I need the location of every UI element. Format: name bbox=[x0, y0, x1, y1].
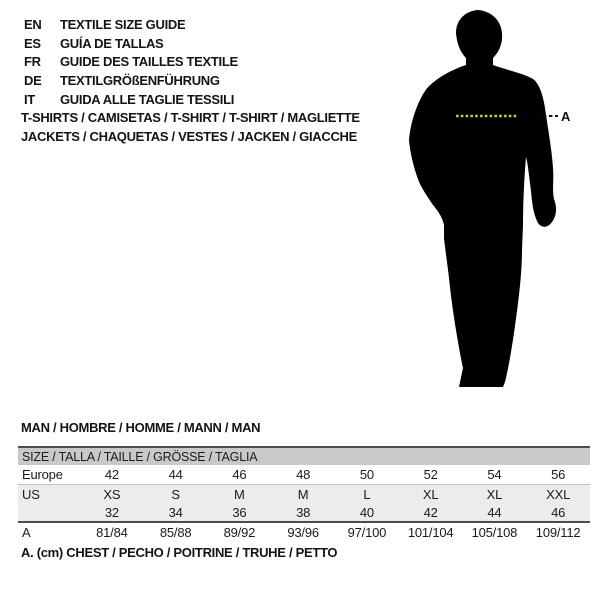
table-cell: 48 bbox=[271, 465, 335, 485]
table-cell: 109/112 bbox=[526, 522, 590, 542]
table-cell: 81/84 bbox=[80, 522, 144, 542]
table-cell: 40 bbox=[335, 503, 399, 522]
size-table bbox=[18, 446, 590, 542]
measurement-footnote: A. (cm) CHEST / PECHO / POITRINE / TRUHE / PETTO bbox=[21, 545, 338, 560]
table-cell: XXL bbox=[526, 485, 590, 504]
table-cell: M bbox=[208, 485, 272, 504]
language-title: TEXTILGRÖßENFÜHRUNG bbox=[60, 73, 220, 89]
table-row-us bbox=[18, 485, 590, 504]
table-cell: 42 bbox=[80, 465, 144, 485]
measure-label-a: A bbox=[561, 109, 571, 124]
table-cell: S bbox=[144, 485, 208, 504]
table-cell: 44 bbox=[144, 465, 208, 485]
language-code: DE bbox=[24, 73, 42, 89]
table-cell: 46 bbox=[526, 503, 590, 522]
table-row-chest-a bbox=[18, 522, 590, 542]
language-row-fr bbox=[24, 53, 238, 72]
section-title: MAN / HOMBRE / HOMME / MANN / MAN bbox=[21, 420, 261, 435]
size-table-header: SIZE / TALLA / TAILLE / GRÖSSE / TAGLIA bbox=[18, 447, 590, 465]
language-code: ES bbox=[24, 35, 41, 51]
language-row-it bbox=[24, 91, 238, 110]
language-code: EN bbox=[24, 17, 42, 32]
table-cell: L bbox=[335, 485, 399, 504]
table-row-europe bbox=[18, 465, 590, 485]
table-cell: 85/88 bbox=[144, 522, 208, 542]
table-cell: XS bbox=[80, 485, 144, 504]
language-title: GUÍA DE TALLAS bbox=[60, 35, 164, 51]
man-silhouette bbox=[409, 10, 556, 387]
language-code: IT bbox=[24, 91, 35, 107]
language-code: FR bbox=[24, 54, 41, 70]
man-silhouette-diagram bbox=[400, 5, 575, 397]
table-cell: 32 bbox=[80, 503, 144, 522]
table-cell: 34 bbox=[144, 503, 208, 522]
table-cell: 56 bbox=[526, 465, 590, 485]
table-cell: 105/108 bbox=[463, 522, 527, 542]
row-label: A bbox=[18, 522, 80, 542]
category-jackets: JACKETS / CHAQUETAS / VESTES / JACKEN / GIACCHE bbox=[21, 128, 357, 144]
table-row-numeric bbox=[18, 503, 590, 522]
table-cell: 38 bbox=[271, 503, 335, 522]
language-title: GUIDE DES TAILLES TEXTILE bbox=[60, 54, 238, 70]
table-cell: 42 bbox=[399, 503, 463, 522]
row-label: US bbox=[18, 485, 80, 504]
category-list bbox=[21, 109, 360, 146]
table-cell: 36 bbox=[208, 503, 272, 522]
category-tshirts: T-SHIRTS / CAMISETAS / T-SHIRT / T-SHIRT / MAGLIETTE bbox=[21, 110, 360, 125]
row-label bbox=[18, 503, 80, 522]
language-list bbox=[24, 16, 238, 109]
table-cell: 93/96 bbox=[271, 522, 335, 542]
table-cell: M bbox=[271, 485, 335, 504]
table-cell: 97/100 bbox=[335, 522, 399, 542]
table-cell: 52 bbox=[399, 465, 463, 485]
language-row-de bbox=[24, 72, 238, 91]
table-cell: 54 bbox=[463, 465, 527, 485]
table-cell: XL bbox=[463, 485, 527, 504]
table-cell: 44 bbox=[463, 503, 527, 522]
language-row-es bbox=[24, 35, 238, 54]
table-cell: 101/104 bbox=[399, 522, 463, 542]
table-cell: 50 bbox=[335, 465, 399, 485]
table-cell: 89/92 bbox=[208, 522, 272, 542]
language-title: TEXTILE SIZE GUIDE bbox=[60, 17, 186, 32]
language-row-en bbox=[24, 16, 238, 35]
row-label: Europe bbox=[18, 465, 80, 485]
language-title: GUIDA ALLE TAGLIE TESSILI bbox=[60, 91, 235, 107]
size-table-header-row bbox=[18, 447, 590, 465]
table-cell: 46 bbox=[208, 465, 272, 485]
table-cell: XL bbox=[399, 485, 463, 504]
